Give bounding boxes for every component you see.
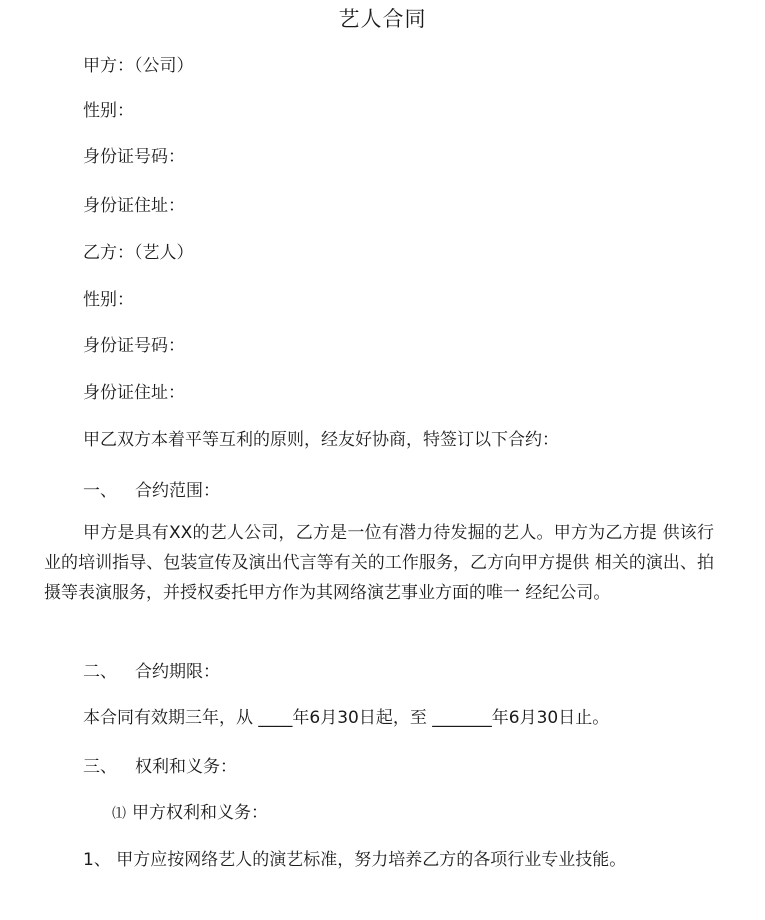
section-3-title: 权利和义务： — [135, 757, 237, 777]
section-2-number: 二、 — [83, 662, 117, 682]
subsection-title: 甲方权利和义务： — [132, 803, 268, 823]
section-1-heading — [83, 479, 220, 503]
section-1-body: 甲方是具有XX的艺人公司，乙方是一位有潜力待发掘的艺人。甲方为乙方提 供该行业的培训指导、包装宣传及演出代言等有关的工作服务，乙方向甲方提供 相关的演出、拍摄等表演服务，并授权委托甲方作为其网络演艺事业方面的唯一 经纪公司。 — [44, 523, 714, 603]
subsection-marker: ⑴ — [112, 806, 126, 822]
section-2-body: 本合同有效期三年，从 ____年6月30日起，至 _______年6月30日止。 — [83, 708, 610, 728]
section-3-subheading — [112, 801, 268, 826]
party-b-id-number: 身份证号码： — [83, 336, 185, 356]
section-1-title: 合约范围： — [135, 481, 220, 501]
preamble: 甲乙双方本着平等互利的原则，经友好协商，特签订以下合约： — [83, 430, 559, 450]
section-2-heading — [83, 660, 220, 684]
section-3-number: 三、 — [83, 757, 117, 777]
party-a-gender: 性别： — [83, 101, 134, 121]
party-a-label: 甲方：（公司） — [83, 56, 194, 76]
section-3-item-1: 1、 甲方应按网络艺人的演艺标准，努力培养乙方的各项行业专业技能。 — [83, 850, 627, 870]
party-b-id-address: 身份证住址： — [83, 383, 185, 403]
party-a-id-number: 身份证号码： — [83, 147, 185, 167]
section-1-number: 一、 — [83, 481, 117, 501]
party-b-label: 乙方：（艺人） — [83, 243, 194, 263]
section-2-title: 合约期限： — [135, 662, 220, 682]
document-title: 艺人合同 — [338, 7, 427, 31]
party-a-id-address: 身份证住址： — [83, 196, 185, 216]
section-3-heading — [83, 755, 237, 779]
party-b-gender: 性别： — [83, 290, 134, 310]
